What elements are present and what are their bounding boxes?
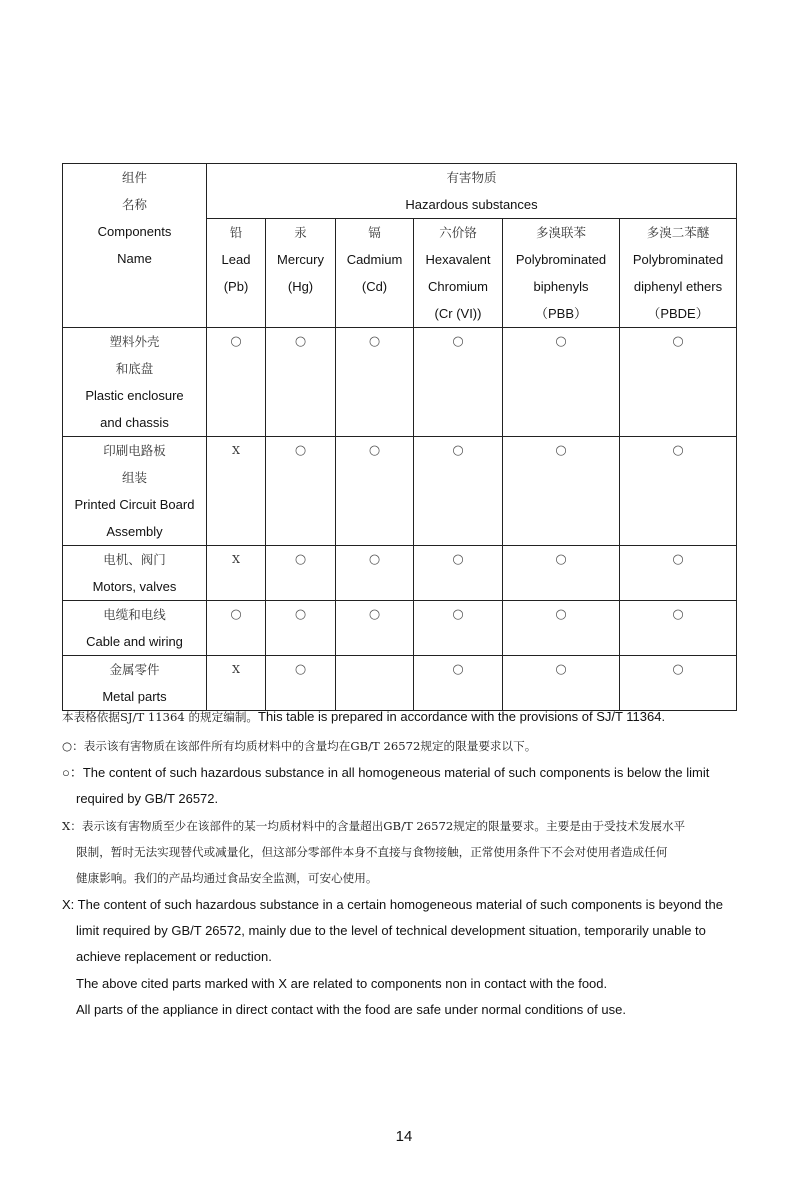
note-x-zh-1	[62, 815, 685, 837]
component-en: Cable and wiring	[86, 634, 183, 649]
presence-mark: ○	[230, 607, 242, 622]
mark-cell	[620, 328, 737, 437]
mark-cell	[414, 546, 503, 601]
component-en-1: Components	[97, 224, 172, 239]
mark-cell	[336, 546, 414, 601]
presence-mark: ○	[368, 334, 381, 349]
substance-symbol: (Cd)	[361, 279, 388, 294]
presence-mark: ○	[555, 607, 567, 622]
note-x-zh-3	[76, 867, 377, 889]
presence-mark: ○	[672, 334, 684, 349]
table-row	[63, 328, 737, 437]
component-cell	[63, 328, 207, 437]
mark-cell	[503, 437, 620, 546]
page-number: 14	[395, 1128, 413, 1145]
component-zh-2: 和底盘	[115, 361, 154, 376]
component-zh: 塑料外壳	[109, 334, 160, 349]
note-circle-zh	[62, 735, 536, 757]
substance-cadmium	[336, 219, 414, 328]
component-cell	[63, 656, 207, 711]
substance-lead	[207, 219, 266, 328]
note-food-contact	[76, 999, 626, 1021]
substance-zh: 多溴联苯	[535, 225, 586, 240]
presence-mark: ○	[294, 552, 307, 567]
mark-cell	[336, 656, 414, 711]
note-x-en-text-2: limit required by GB/T 26572, mainly due to the level of technical development situation, temporarily unable to	[76, 923, 706, 938]
note-x-zh-text: X：表示该有害物质至少在该部件的某一均质材料中的含量超出GB/T 26572规定的限量要求。主要是由于受技术发展水平	[62, 819, 686, 833]
mark-cell	[207, 546, 266, 601]
substance-symbol: （PBB）	[534, 306, 587, 321]
mark-cell	[266, 601, 336, 656]
component-en-2: and chassis	[100, 415, 169, 430]
substance-en-2: diphenyl ethers	[633, 279, 723, 294]
substance-en: Hexavalent	[425, 252, 491, 267]
substance-symbol: (Cr (VI))	[434, 306, 482, 321]
substance-zh: 铅	[229, 225, 243, 240]
presence-mark: ○	[452, 607, 464, 622]
component-cell	[63, 546, 207, 601]
mark-cell	[620, 656, 737, 711]
substance-en-2: Chromium	[428, 279, 488, 294]
mark-cell	[336, 437, 414, 546]
component-en: Printed Circuit Board	[74, 497, 195, 512]
note-x-en-1	[62, 894, 723, 916]
note-x-en-text: X: The content of such hazardous substance in a certain homogeneous material of such components is beyond the	[62, 897, 724, 912]
mark-cell	[620, 437, 737, 546]
component-cell	[63, 437, 207, 546]
substance-hexavalent-chromium	[414, 219, 503, 328]
hazard-zh: 有害物质	[446, 170, 497, 185]
mark-cell	[414, 328, 503, 437]
note-circle-en-2	[76, 788, 218, 810]
presence-mark: ○	[368, 607, 381, 622]
presence-mark: ○	[294, 662, 307, 677]
substance-zh: 多溴二苯醚	[646, 225, 710, 240]
mark-cell	[207, 601, 266, 656]
component-cell	[63, 601, 207, 656]
mark-cell	[207, 328, 266, 437]
substance-symbol: （PBDE）	[647, 306, 709, 321]
component-zh: 电机、阀门	[103, 552, 166, 567]
header-row	[63, 164, 737, 219]
presence-mark	[336, 656, 413, 683]
note-food-contact-text: All parts of the appliance in direct contact with the food are safe under normal conditions of use.	[76, 1002, 626, 1017]
table-row	[63, 601, 737, 656]
note-circle-zh-text: ○：表示该有害物质在该部件所有均质材料中的含量均在GB/T 26572规定的限量要求以下。	[62, 739, 537, 753]
substance-pbde	[620, 219, 737, 328]
substance-zh: 镉	[368, 225, 381, 240]
presence-mark: ○	[368, 443, 381, 458]
mark-cell	[503, 601, 620, 656]
presence-mark: X	[232, 663, 240, 676]
substance-en-2: biphenyls	[533, 279, 589, 294]
component-zh-2: 组装	[121, 470, 147, 485]
component-zh-2: 名称	[121, 197, 147, 212]
component-zh-1: 组件	[121, 170, 147, 185]
mark-cell	[207, 437, 266, 546]
presence-mark: ○	[672, 552, 684, 567]
mark-cell	[336, 601, 414, 656]
mark-cell	[336, 328, 414, 437]
substance-pbb	[503, 219, 620, 328]
note-cited-parts	[76, 973, 607, 995]
note-circle-en-text-2: required by GB/T 26572.	[76, 791, 219, 806]
component-en-2: Assembly	[106, 524, 163, 539]
mark-cell	[620, 601, 737, 656]
mark-cell	[207, 656, 266, 711]
component-en: Motors, valves	[92, 579, 177, 594]
note-source-en: This table is prepared in accordance with the provisions of SJ/T 11364.	[258, 709, 666, 724]
substance-en: Cadmium	[346, 252, 403, 267]
mark-cell	[620, 546, 737, 601]
substance-symbol: (Hg)	[287, 279, 314, 294]
component-en-2: Name	[117, 251, 152, 266]
presence-mark: ○	[294, 334, 307, 349]
presence-mark: ○	[230, 334, 242, 349]
substance-en: Polybrominated	[632, 252, 724, 267]
substance-mercury	[266, 219, 336, 328]
note-x-en-text-3: achieve replacement or reduction.	[76, 949, 272, 964]
mark-cell	[503, 546, 620, 601]
component-name-header	[63, 164, 207, 328]
mark-cell	[503, 656, 620, 711]
hazardous-substances-header	[207, 164, 737, 219]
component-zh: 金属零件	[109, 662, 160, 677]
note-circle-en-text: ○：The content of such hazardous substance in all homogeneous material of such components is below the limit	[62, 765, 710, 780]
component-zh: 印刷电路板	[103, 443, 166, 458]
note-cited-parts-text: The above cited parts marked with X are related to components non in contact with the food.	[76, 976, 608, 991]
hazard-en: Hazardous substances	[405, 197, 538, 212]
note-x-zh-2	[76, 841, 667, 863]
note-x-en-3	[76, 946, 272, 968]
mark-cell	[503, 328, 620, 437]
presence-mark: X	[232, 444, 240, 457]
presence-mark: ○	[672, 443, 684, 458]
presence-mark: ○	[368, 552, 381, 567]
presence-mark: ○	[555, 443, 567, 458]
presence-mark: ○	[672, 607, 684, 622]
note-source-zh: 本表格依据SJ/T 11364 的规定编制。	[62, 710, 259, 724]
mark-cell	[414, 656, 503, 711]
component-zh: 电缆和电线	[103, 607, 166, 622]
mark-cell	[266, 437, 336, 546]
table-row	[63, 437, 737, 546]
substance-symbol: (Pb)	[223, 279, 249, 294]
substance-en: Mercury	[277, 252, 324, 267]
presence-mark: ○	[555, 334, 567, 349]
presence-mark: ○	[294, 443, 307, 458]
mark-cell	[414, 601, 503, 656]
substance-en: Polybrominated	[515, 252, 607, 267]
note-source	[62, 706, 665, 728]
mark-cell	[266, 328, 336, 437]
mark-cell	[414, 437, 503, 546]
presence-mark: X	[232, 553, 240, 566]
presence-mark: ○	[672, 662, 684, 677]
presence-mark: ○	[555, 552, 567, 567]
presence-mark: ○	[294, 607, 307, 622]
mark-cell	[266, 546, 336, 601]
presence-mark: ○	[452, 552, 464, 567]
presence-mark: ○	[555, 662, 567, 677]
note-x-en-2	[76, 920, 706, 942]
presence-mark: ○	[452, 334, 464, 349]
substance-zh: 六价铬	[439, 225, 477, 240]
note-circle-en-1	[62, 762, 709, 784]
table-row	[63, 546, 737, 601]
hazardous-substances-table	[62, 163, 737, 711]
presence-mark: ○	[452, 662, 464, 677]
note-x-zh-text-3: 健康影响。我们的产品均通过食品安全监测，可安心使用。	[76, 871, 378, 885]
substance-en: Lead	[221, 252, 251, 267]
mark-cell	[266, 656, 336, 711]
substance-zh: 汞	[294, 225, 307, 240]
component-en: Metal parts	[102, 689, 167, 704]
table-row	[63, 656, 737, 711]
presence-mark: ○	[452, 443, 464, 458]
component-en: Plastic enclosure	[85, 388, 184, 403]
note-x-zh-text-2: 限制，暂时无法实现替代或减量化，但这部分零部件本身不直接与食物接触，正常使用条件下不会对使用者造成任何	[76, 845, 668, 859]
